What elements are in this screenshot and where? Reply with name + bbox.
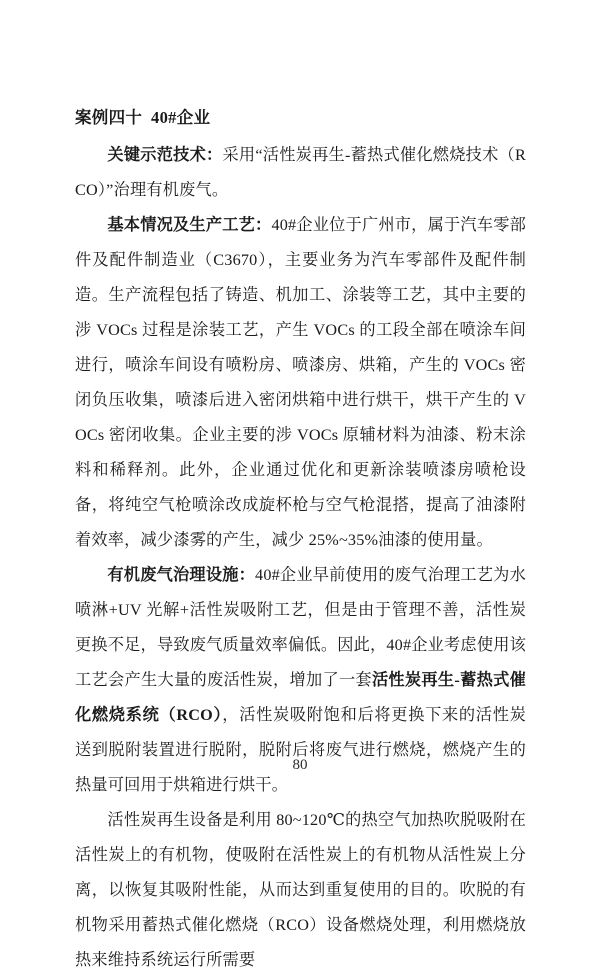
paragraph-lead-label-basic-situation: 基本情况及生产工艺： [107, 216, 272, 234]
page-title: 案例四十 40#企业 [75, 108, 211, 127]
paragraph-basic-situation [75, 208, 526, 558]
page-number: 80 [292, 757, 308, 773]
paragraph-lead-label-treatment-facility: 有机废气治理设施： [107, 566, 256, 584]
paragraph-inline-bold-rco-system: 活性炭再生-蓄热式催化燃烧系统（RCO） [75, 671, 526, 724]
document-body [75, 100, 526, 978]
paragraph-text-basic-situation: 40#企业位于广州市，属于汽车零部件及配件制造业（C3670），主要业务为汽车零部件及配件制造。生产流程包括了铸造、机加工、涂装等工艺，其中主要的涉 VOCs 过程是涂装工艺，产生 VOCs 的工段全部在喷涂车间进行，喷涂车间设有喷粉房、喷漆房、烘箱，产生的 VOCs 密闭负压收集，喷漆后进入密闭烘箱中进行烘干，烘干产生的 VOCs 密闭收集。企业主要的涉 VOCs 原辅材料为油漆、粉末涂料和稀释剂。此外，企业通过优化和更新涂装喷漆房喷枪设备，将纯空气枪喷涂改成旋杯枪与空气枪混搭，提高了油漆附着效率，减少漆雾的产生，减少 25%~35%油漆的使用量。 [75, 216, 527, 549]
paragraph-text-key-technology: 采用“活性炭再生-蓄热式催化燃烧技术（RCO）”治理有机废气。 [75, 146, 526, 199]
paragraph-text-treatment-facility-part2: ，活性炭吸附饱和后将更换下来的活性炭送到脱附装置进行脱附，脱附后将废气进行燃烧，燃烧产生的热量可回用于烘箱进行烘干。 [75, 706, 526, 794]
paragraph-text-regeneration-equipment: 活性炭再生设备是利用 80~120℃的热空气加热吹脱吸附在活性炭上的有机物，使吸附在活性炭上的有机物从活性炭上分离，以恢复其吸附性能，从而达到重复使用的目的。吹脱的有机物采用蓄热式催化燃烧（RCO）设备燃烧处理，利用燃烧放热来维持系统运行所需要 [75, 811, 526, 969]
paragraph-key-technology [75, 138, 526, 208]
paragraph-regeneration-equipment [75, 803, 526, 978]
paragraph-lead-label-key-technology: 关键示范技术： [107, 146, 223, 164]
paragraph-text-treatment-facility-part1: 40#企业早前使用的废气治理工艺为水喷淋+UV 光解+活性炭吸附工艺，但是由于管理不善，活性炭更换不足，导致废气质量效率偏低。因此，40#企业考虑使用该工艺会产生大量的废活性炭，增加了一套 [75, 566, 526, 689]
